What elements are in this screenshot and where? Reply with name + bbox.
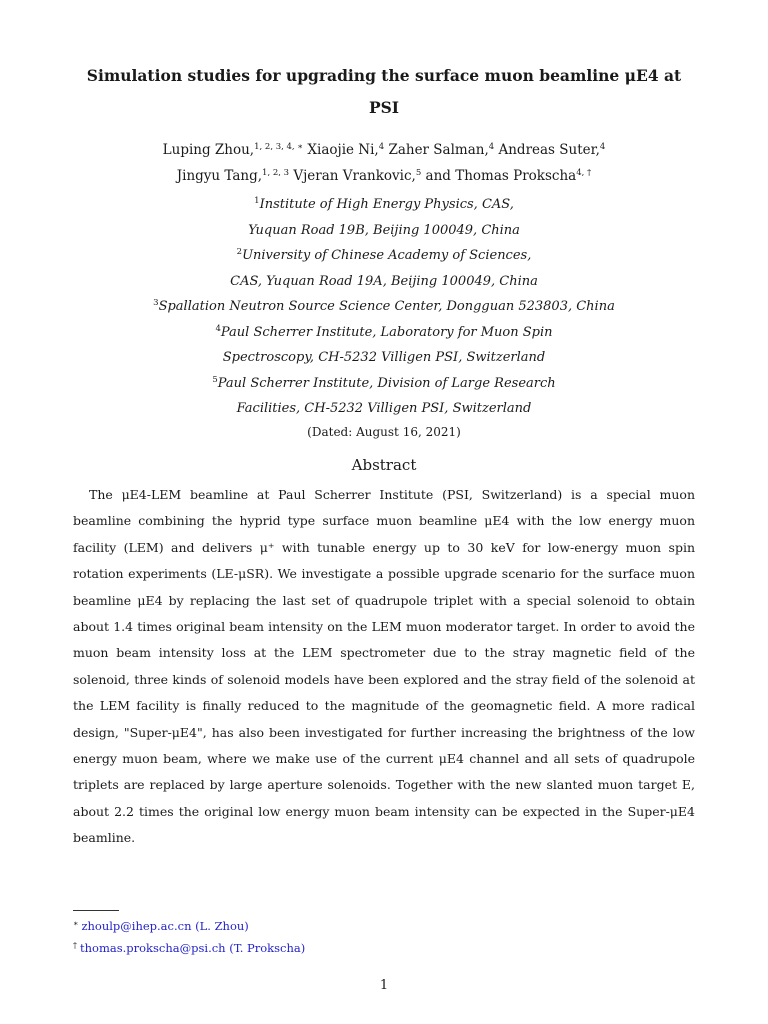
affiliation-1-line-1 — [70, 192, 698, 218]
author-affil-mark: 4 — [378, 142, 385, 152]
author-affil-mark: 4 — [599, 142, 606, 152]
author-affil-mark: 1, 2, 3, 4, ∗ — [254, 142, 304, 152]
affiliation-1-line-2: Yuquan Road 19B, Beijing 100049, China — [248, 222, 520, 238]
author-name: Luping Zhou, — [162, 142, 255, 158]
author-affil-mark: 4 — [488, 142, 495, 152]
affiliation-list — [70, 192, 698, 422]
author-name: Jingyu Tang, — [176, 168, 263, 184]
affiliation-mark: 4 — [215, 323, 221, 334]
affiliation-2-line-2: CAS, Yuquan Road 19A, Beijing 100049, China — [230, 273, 538, 289]
affiliation-mark: 5 — [212, 374, 218, 385]
footnote-2 — [73, 936, 673, 958]
affiliation-mark: 2 — [236, 247, 243, 257]
date-line: (Dated: August 16, 2021) — [307, 425, 461, 439]
author-name: Xiaojie Ni, — [303, 142, 379, 158]
title-line-2: PSI — [368, 98, 400, 117]
author-list — [70, 137, 698, 189]
author-name: Andreas Suter, — [494, 142, 600, 158]
page-number: 1 — [379, 978, 389, 993]
author-line-1 — [70, 137, 698, 163]
affiliation-2-line-1 — [70, 243, 698, 269]
affiliation-text: University of Chinese Academy of Sciences, — [242, 248, 532, 263]
affiliation-text: Paul Scherrer Institute, Laboratory for Muon Spin — [220, 324, 553, 340]
footnote-1 — [73, 914, 673, 936]
affiliation-text: Paul Scherrer Institute, Division of Large Research — [217, 375, 556, 391]
author-name: Vjeran Vrankovic, — [289, 168, 416, 184]
footnote-email-link[interactable]: thomas.prokscha@psi.ch (T. Prokscha) — [80, 941, 306, 955]
footnote-rule — [73, 910, 119, 911]
affiliation-4-line-2: Spectroscopy, CH-5232 Villigen PSI, Switzerland — [222, 350, 546, 365]
author-affil-mark: 1, 2, 3 — [262, 168, 290, 178]
abstract-heading: Abstract — [351, 456, 417, 474]
affiliation-5-line-2: Facilities, CH-5232 Villigen PSI, Switzerland — [236, 401, 532, 416]
author-affil-mark: 4, † — [576, 168, 592, 178]
affiliation-3-line-1 — [70, 294, 698, 320]
title-line-1: Simulation studies for upgrading the surface muon beamline μE4 at — [86, 66, 682, 85]
footnote-mark: ∗ — [73, 919, 79, 928]
footnotes — [73, 914, 673, 958]
abstract-body: The μE4-LEM beamline at Paul Scherrer Institute (PSI, Switzerland) is a special muon beamline combining the hyprid type surface muon beamline μE4 with the low energy muon facility (LEM) and delivers μ⁺ with tunable energy up to 30 keV for low-energy muon spin rotation experiments (LE-μSR). We investigate a possible upgrade scenario for the surface muon beamline μE4 by replacing the last set of quadrupole triplet with a special solenoid to obtain about 1.4 times original beam intensity on the LEM muon moderator target. In order to avoid the muon beam intensity loss at the LEM spectrometer due to the stray magnetic field of the solenoid, three kinds of solenoid models have been explored and the stray field of the solenoid at the LEM facility is finally reduced to the magnitude of the geomagnetic field. A more radical design, "Super-μE4", has also been investigated for further increasing the brightness of the low energy muon beam, where we make use of the current μE4 channel and all sets of quadrupole triplets are replaced by large aperture solenoids. Together with the new slanted muon target E, about 2.2 times the original low energy muon beam intensity can be expected in the Super-μE4 beamline. — [73, 487, 695, 846]
affiliation-mark: 3 — [153, 298, 159, 308]
author-name: Zaher Salman, — [384, 142, 489, 158]
affiliation-4-line-1 — [70, 320, 698, 346]
affiliation-text: Institute of High Energy Physics, CAS, — [259, 197, 514, 212]
affiliation-text: Spallation Neutron Source Science Center, Dongguan 523803, China — [158, 299, 615, 314]
paper-title — [70, 60, 698, 124]
affiliation-mark: 1 — [254, 196, 260, 206]
affiliation-5-line-1 — [70, 371, 698, 397]
footnote-mark: † — [73, 941, 77, 950]
author-line-2 — [70, 163, 698, 189]
footnote-email-link[interactable]: zhoulp@ihep.ac.cn (L. Zhou) — [81, 919, 249, 933]
author-affil-mark: 5 — [415, 168, 422, 178]
author-name: and Thomas Prokscha — [421, 168, 577, 184]
